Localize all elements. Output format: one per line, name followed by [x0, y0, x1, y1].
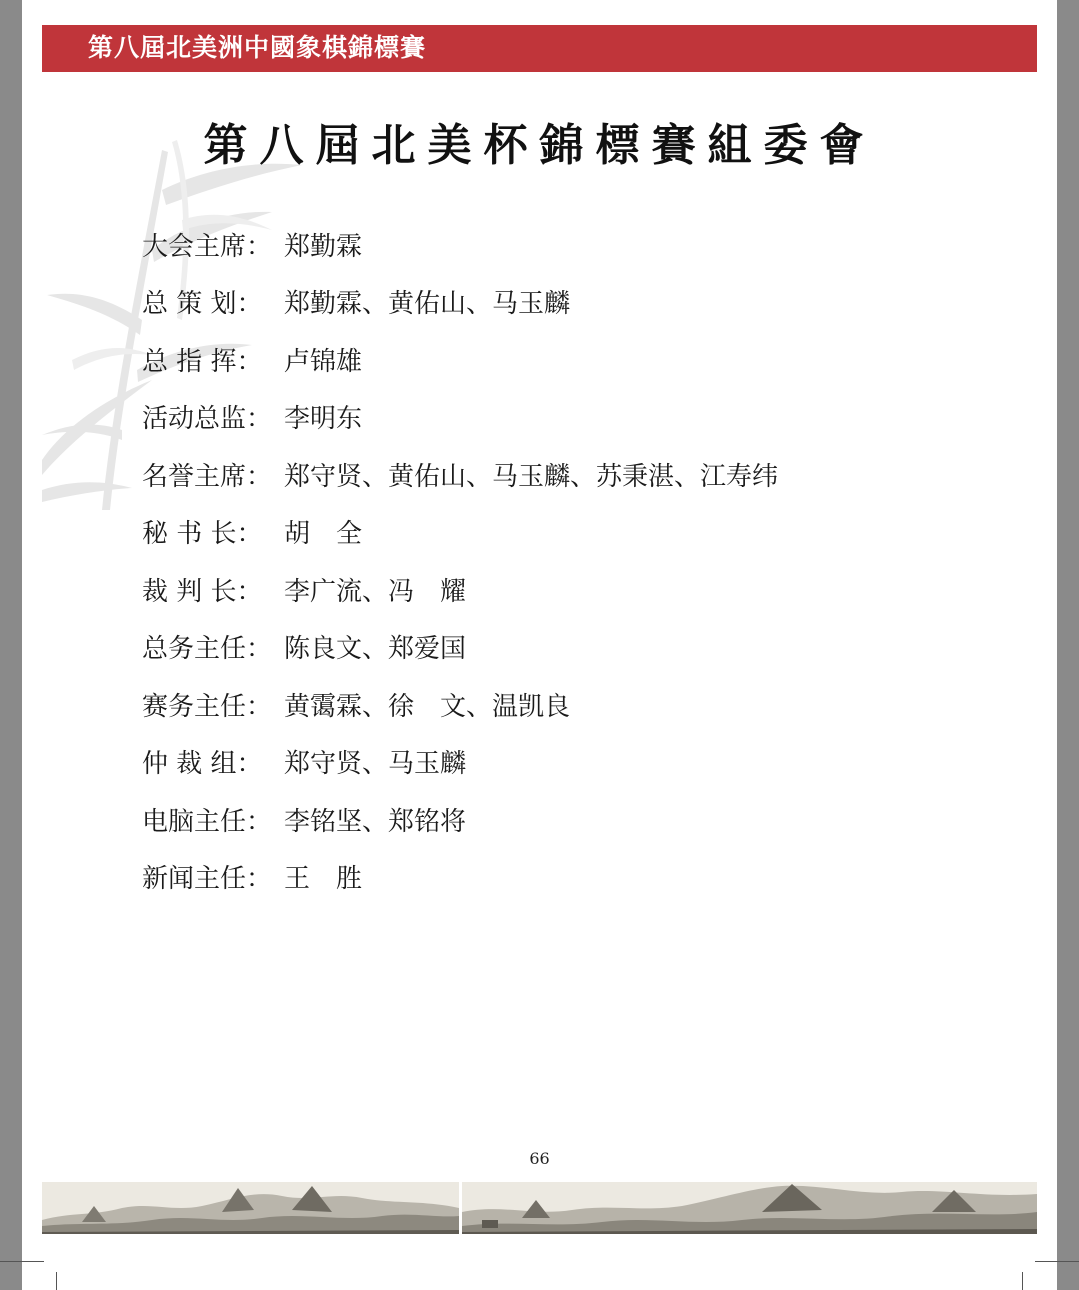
member-names: 郑守贤、黄佑山、马玉麟、苏秉湛、江寿纬	[284, 461, 779, 492]
role-label: 赛务主任：	[142, 691, 273, 722]
member-names: 李明东	[284, 404, 363, 435]
page-number: 66	[529, 1149, 550, 1168]
roster-row	[142, 678, 778, 736]
member-names: 王 胜	[284, 864, 363, 895]
role-label: 电脑主任：	[142, 806, 273, 837]
document-page	[22, 0, 1057, 1290]
role-label: 名誉主席：	[142, 461, 273, 492]
crop-mark	[1022, 1272, 1023, 1290]
member-names: 李广流、冯 耀	[284, 576, 467, 607]
role-label: 秘 书 长：	[142, 519, 263, 550]
roster-row	[142, 563, 778, 621]
role-label: 总 策 划：	[142, 289, 263, 320]
roster-row	[142, 793, 778, 851]
role-label: 总务主任：	[142, 634, 273, 665]
roster-row	[142, 391, 778, 449]
member-names: 黄霭霖、徐 文、温凯良	[284, 691, 571, 722]
member-names: 郑勤霖、黄佑山、马玉麟	[284, 289, 571, 320]
landscape-painting-right	[462, 1182, 1037, 1234]
role-label: 总 指 挥：	[142, 346, 263, 377]
role-label: 活动总监：	[142, 404, 273, 435]
roster-row	[142, 506, 778, 564]
roster-row	[142, 448, 778, 506]
member-names: 李铭坚、郑铭将	[284, 806, 467, 837]
main-title: 第八屆北美杯錦標賽組委會	[203, 120, 876, 171]
landscape-painting-left	[42, 1182, 459, 1234]
roster-row	[142, 333, 778, 391]
role-label: 大会主席：	[142, 231, 273, 262]
member-names: 卢锦雄	[284, 346, 363, 377]
crop-mark	[0, 1261, 44, 1262]
role-label: 新闻主任：	[142, 864, 273, 895]
role-label: 仲 裁 组：	[142, 749, 263, 780]
member-names: 郑守贤、马玉麟	[284, 749, 467, 780]
member-names: 陈良文、郑爱国	[284, 634, 467, 665]
roster-row	[142, 218, 778, 276]
roster-row	[142, 736, 778, 794]
roster-row	[142, 851, 778, 909]
crop-mark	[56, 1272, 57, 1290]
roster-row	[142, 276, 778, 334]
member-names: 郑勤霖	[284, 231, 363, 262]
roster-row	[142, 621, 778, 679]
header-band	[42, 25, 1037, 72]
crop-mark	[1035, 1261, 1079, 1262]
committee-roster	[142, 218, 778, 908]
member-names: 胡 全	[284, 519, 363, 550]
header-title: 第八屆北美洲中國象棋錦標賽	[88, 33, 427, 62]
role-label: 裁 判 长：	[142, 576, 263, 607]
